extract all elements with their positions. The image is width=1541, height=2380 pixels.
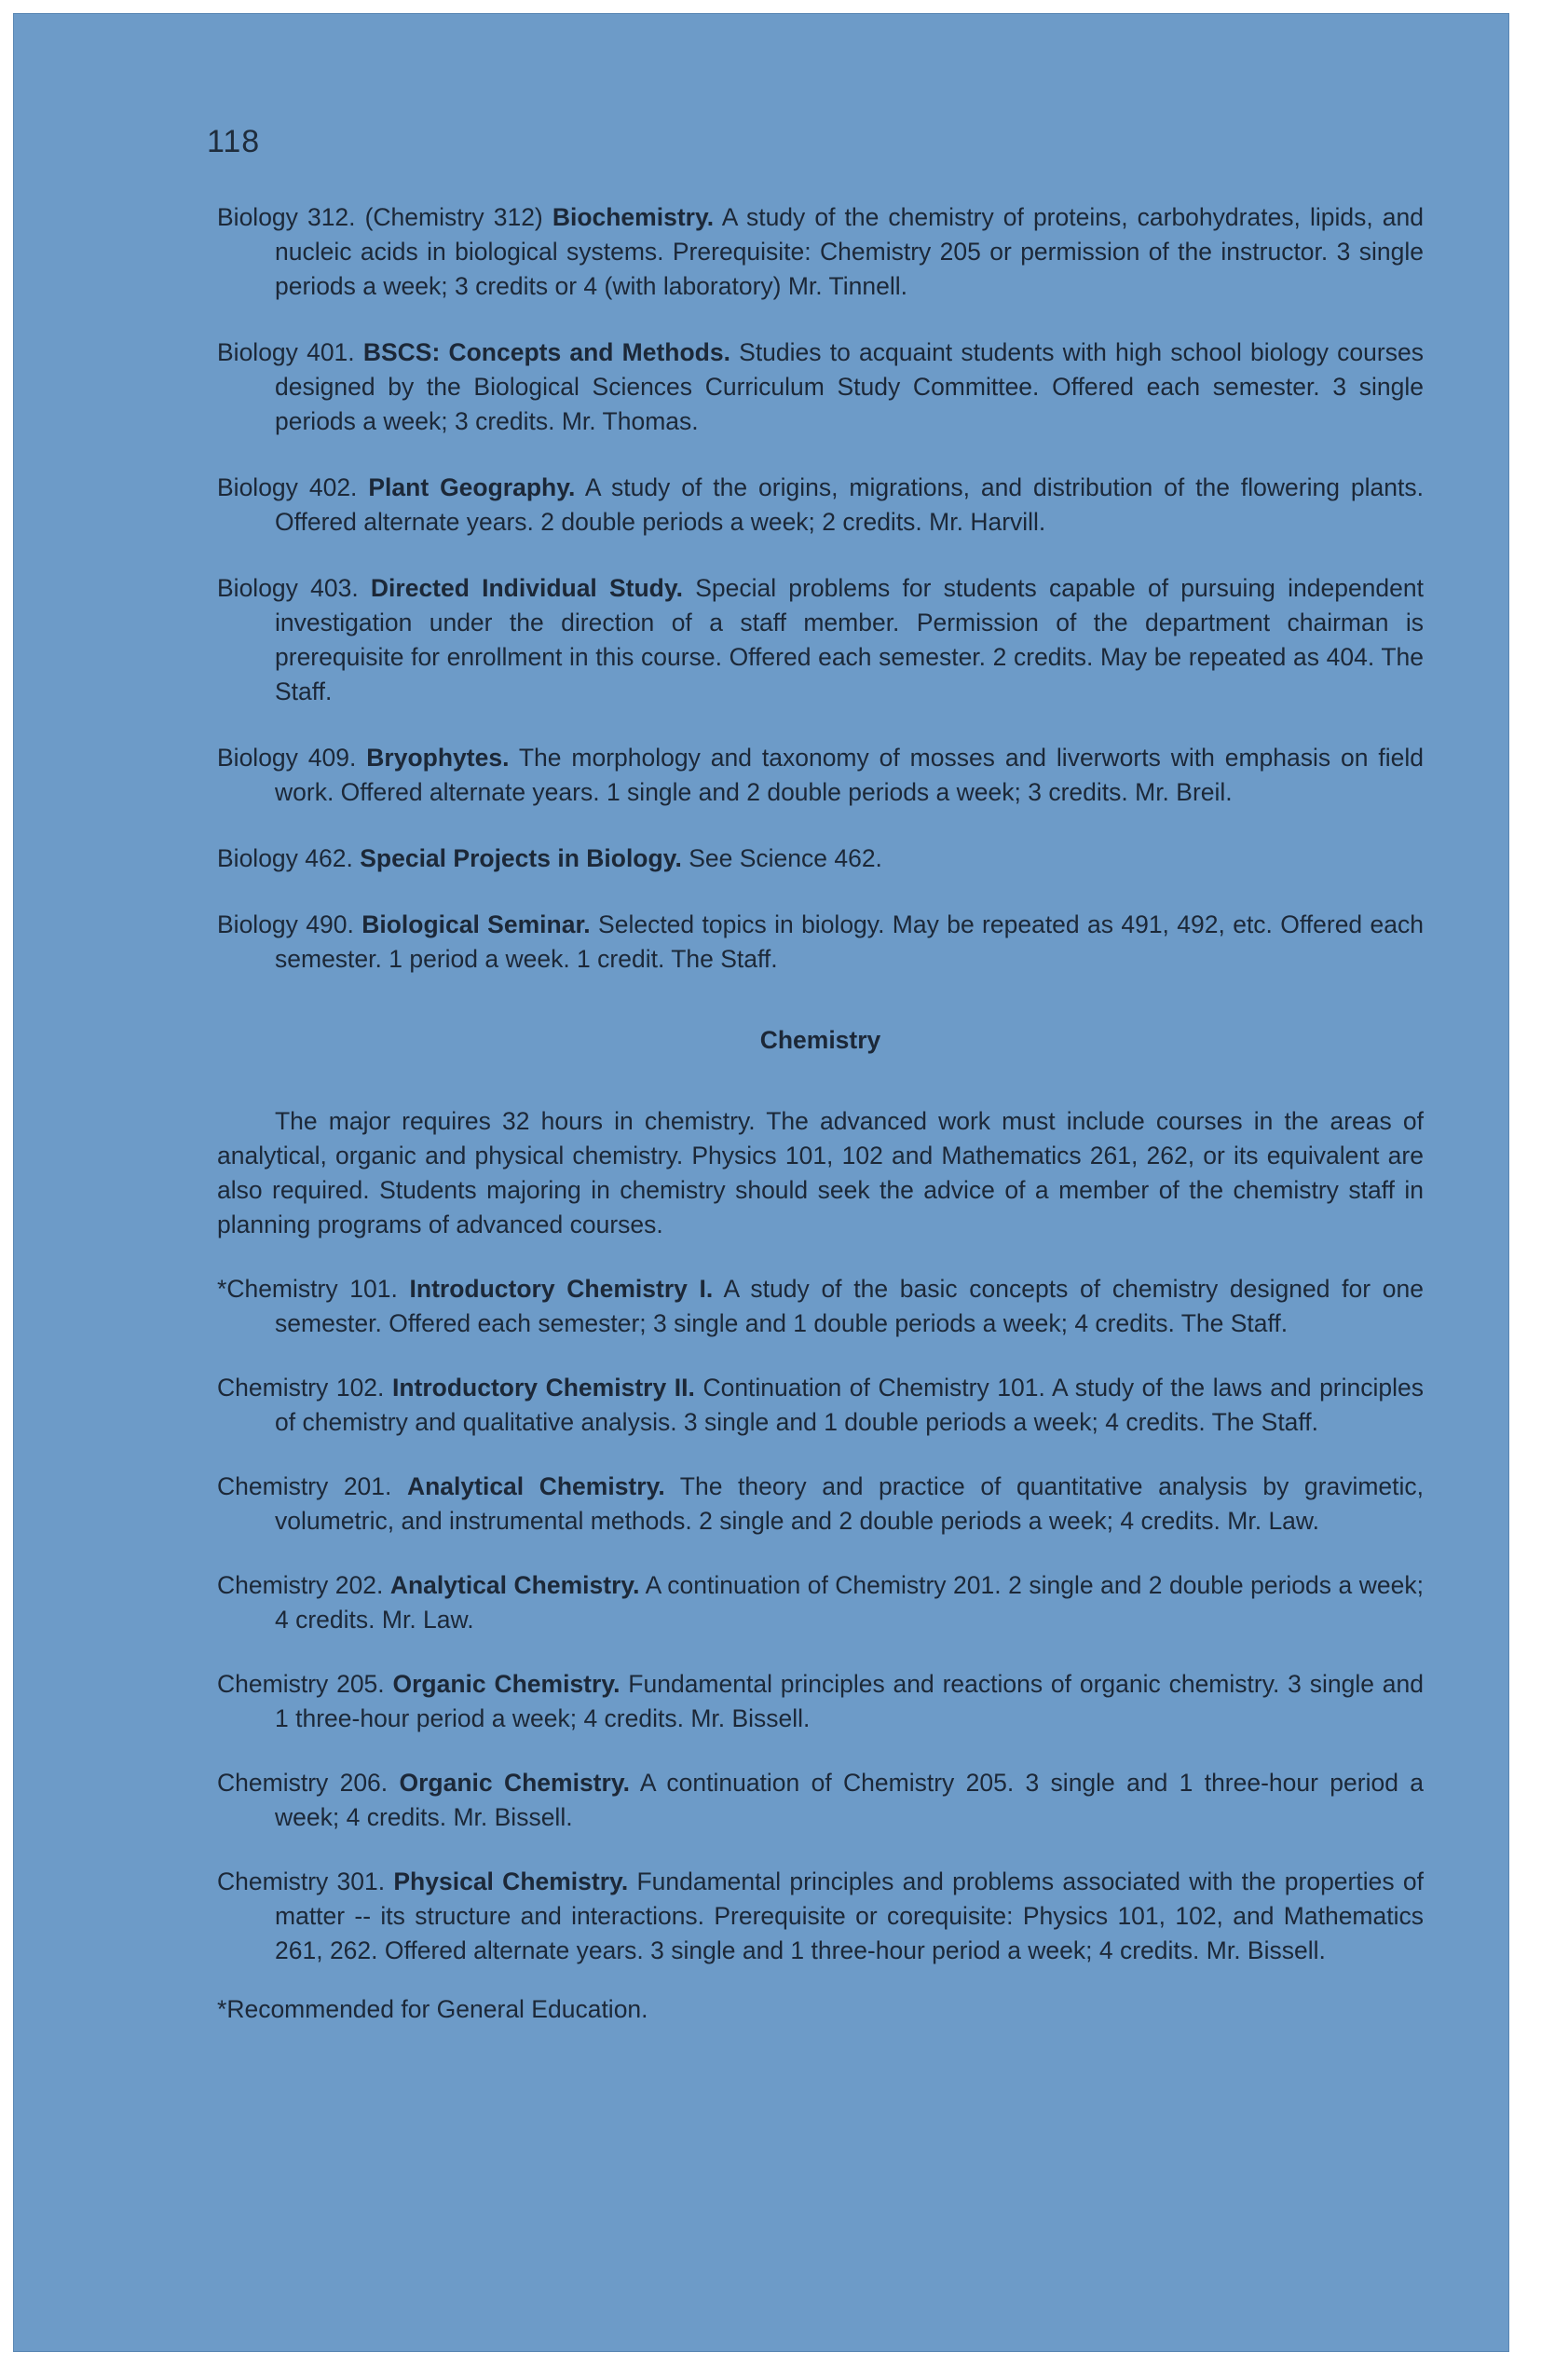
course-code: Chemistry 201.	[217, 1472, 392, 1500]
course-entry-biology-401	[217, 335, 1424, 439]
page-number: 118	[207, 124, 261, 159]
course-entry-chemistry-301	[217, 1865, 1424, 1968]
course-code: Biology 312. (Chemistry 312)	[217, 203, 543, 231]
course-code: Chemistry 102.	[217, 1374, 385, 1402]
course-title: Bryophytes.	[366, 744, 510, 772]
section-intro: The major requires 32 hours in chemistry. The advanced work must include courses in the areas of analytical, organic and physical chemistry. Physics 101, 102 and Mathematics 261, 262, or its equivalent are also required. Students majoring in chemistry should seek the advice of a member of the chemistry staff in planning programs of advanced courses.	[217, 1107, 1424, 1238]
course-title: Analytical Chemistry.	[389, 1571, 640, 1599]
course-code: Chemistry 202.	[217, 1571, 384, 1599]
course-entry-chemistry-206	[217, 1766, 1424, 1835]
course-code: Chemistry 206.	[217, 1769, 389, 1797]
course-code: Biology 462.	[217, 844, 353, 872]
course-entry-biology-402	[217, 471, 1424, 540]
course-code: Chemistry 205.	[217, 1670, 385, 1698]
course-code: Biology 403.	[217, 574, 359, 602]
course-entry-chemistry-205	[217, 1667, 1424, 1736]
course-title: Directed Individual Study.	[370, 574, 683, 602]
course-code: Biology 490.	[217, 910, 354, 938]
course-description: See Science 462.	[689, 844, 882, 872]
course-title: Biological Seminar.	[361, 910, 591, 938]
catalog-page	[13, 13, 1509, 2352]
course-title: Introductory Chemistry I.	[409, 1275, 714, 1303]
course-code: *Chemistry 101.	[217, 1275, 398, 1303]
page-content	[217, 200, 1424, 2052]
course-description: A study of the origins, migrations, and distribution of the flowering plants. Offered alternate years. 2 double periods a week; 2 credits. Mr. Harvill.	[275, 473, 1424, 536]
course-entry-biology-312	[217, 200, 1424, 304]
course-title: Introductory Chemistry II.	[391, 1374, 695, 1402]
course-title: Organic Chemistry.	[392, 1670, 620, 1698]
section-heading-chemistry: Chemistry	[759, 1026, 881, 1054]
course-entry-biology-490	[217, 908, 1424, 977]
course-title: Physical Chemistry.	[393, 1867, 629, 1895]
course-entry-chemistry-102	[217, 1371, 1424, 1440]
course-title: Analytical Chemistry.	[406, 1472, 665, 1500]
course-description: A study of the chemistry of proteins, carbohydrates, lipids, and nucleic acids in biological systems. Prerequisite: Chemistry 205 or permission of the instructor. 3 single periods a week; 3 credits or 4 (with laboratory) Mr. Tinnell.	[275, 203, 1424, 300]
course-description: A continuation of Chemistry 201. 2 single and 2 double periods a week; 4 credits. Mr. Law.	[275, 1571, 1424, 1634]
course-code: Biology 402.	[217, 473, 358, 501]
course-description: Studies to acquaint students with high school biology courses designed by the Biological Sciences Curriculum Study Committee. Offered each semester. 3 single periods a week; 3 credits. Mr. Thomas.	[275, 338, 1424, 435]
course-title: Special Projects in Biology.	[360, 844, 682, 872]
course-title: Plant Geography.	[368, 473, 576, 501]
course-description: Fundamental principles and problems associated with the properties of matter -- its structure and interactions. Prerequisite or corequisite: Physics 101, 102, and Mathematics 261, 262. Offered alternate years. 3 single and 1 three-hour period a week; 4 credits. Mr. Bissell.	[275, 1867, 1424, 1964]
course-description: A study of the basic concepts of chemistry designed for one semester. Offered each semester; 3 single and 1 double periods a week; 4 credits. The Staff.	[275, 1275, 1424, 1337]
course-code: Biology 409.	[217, 744, 357, 772]
course-description: Special problems for students capable of pursuing independent investigation under the direction of a staff member. Permission of the department chairman is prerequisite for enrollment in this course. Offered each semester. 2 credits. May be repeated as 404. The Staff.	[275, 574, 1424, 705]
course-description: Continuation of Chemistry 101. A study of the laws and principles of chemistry and qualitative analysis. 3 single and 1 double periods a week; 4 credits. The Staff.	[275, 1374, 1425, 1436]
course-entry-biology-403	[217, 571, 1424, 709]
course-entry-chemistry-201	[217, 1470, 1424, 1539]
course-description: Fundamental principles and reactions of organic chemistry. 3 single and 1 three-hour period a week; 4 credits. Mr. Bissell.	[275, 1670, 1425, 1732]
course-title: Organic Chemistry.	[399, 1769, 630, 1797]
course-description: Selected topics in biology. May be repeated as 491, 492, etc. Offered each semester. 1 period a week. 1 credit. The Staff.	[275, 910, 1424, 973]
course-description: The theory and practice of quantitative analysis by gravimetic, volumetric, and instrumental methods. 2 single and 2 double periods a week; 4 credits. Mr. Law.	[275, 1472, 1425, 1535]
course-code: Chemistry 301.	[217, 1867, 386, 1895]
course-entry-chemistry-101	[217, 1272, 1424, 1341]
course-title: BSCS: Concepts and Methods.	[362, 338, 730, 366]
course-entry-biology-462	[217, 841, 1424, 876]
course-entry-chemistry-202	[217, 1568, 1424, 1637]
course-description: The morphology and taxonomy of mosses and liverworts with emphasis on field work. Offered alternate years. 1 single and 2 double periods a week; 3 credits. Mr. Breil.	[275, 744, 1424, 806]
footnote: *Recommended for General Education.	[217, 1995, 648, 2023]
course-code: Biology 401.	[217, 338, 355, 366]
course-entry-biology-409	[217, 741, 1424, 810]
course-description: A continuation of Chemistry 205. 3 single and 1 three-hour period a week; 4 credits. Mr. Bissell.	[275, 1769, 1425, 1831]
course-title: Biochemistry.	[552, 203, 715, 231]
